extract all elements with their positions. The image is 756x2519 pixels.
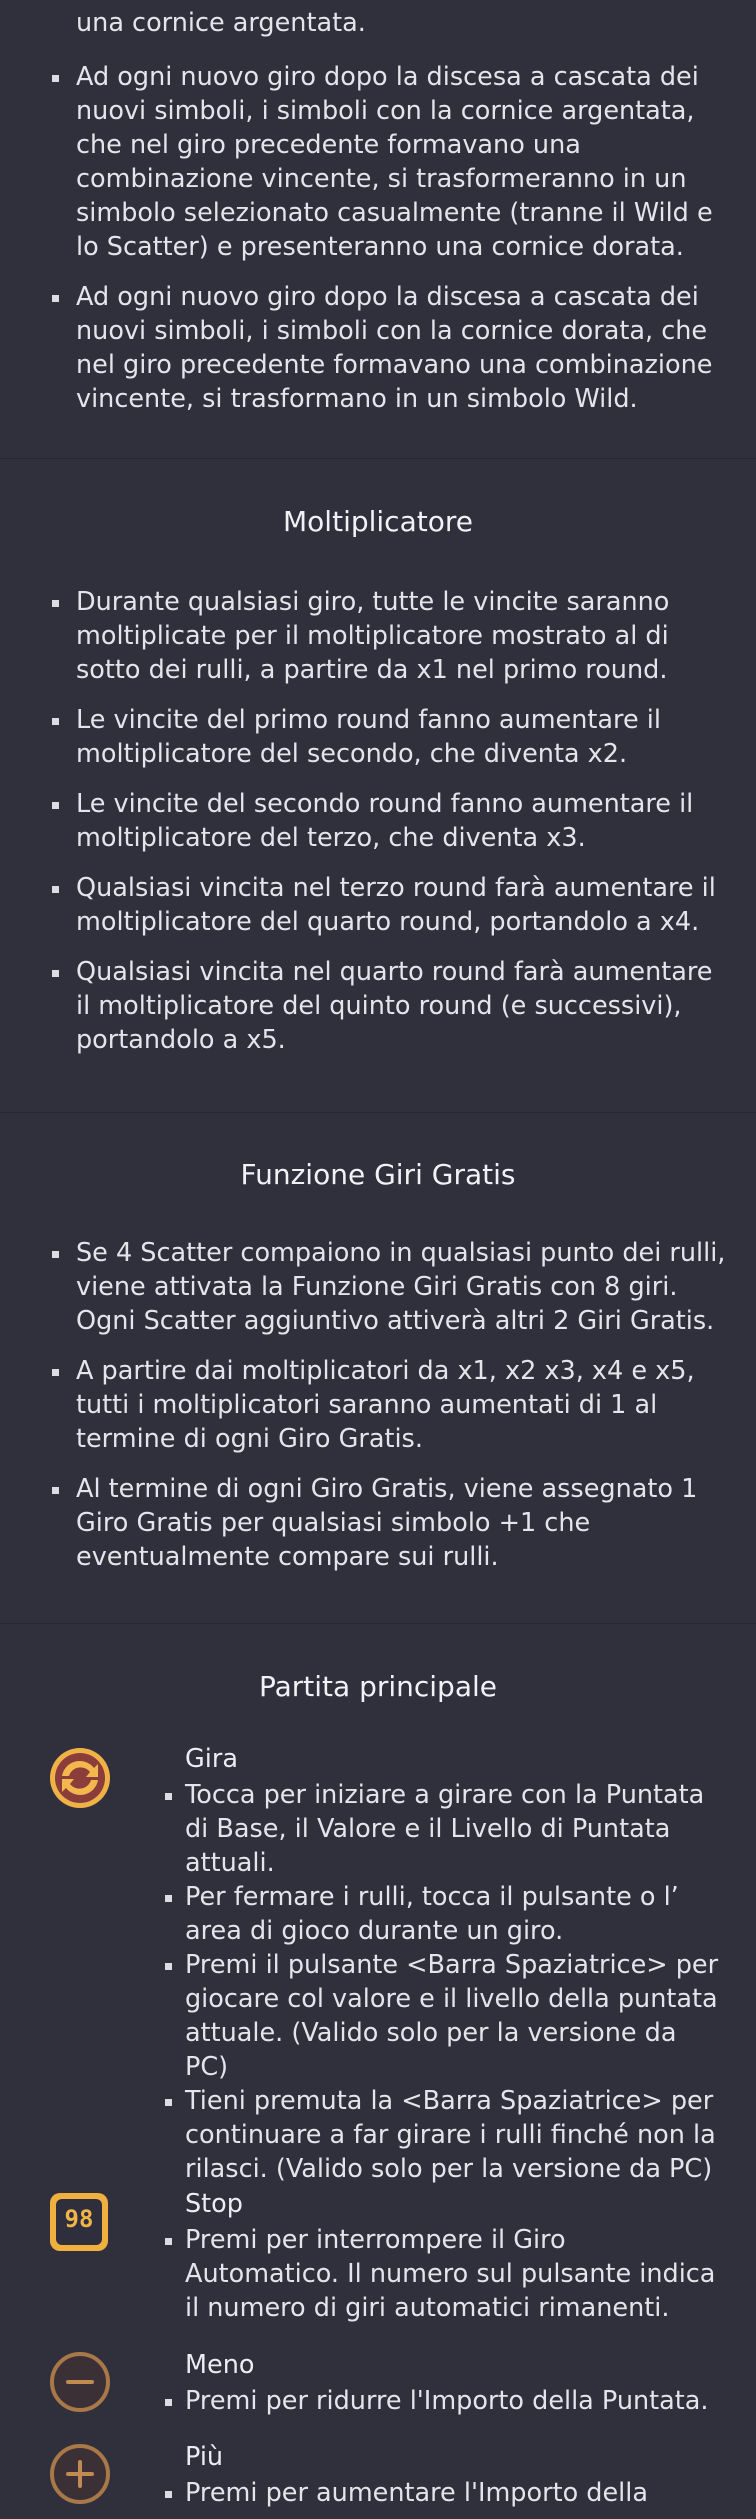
list-item: Premi per ridurre l'Importo della Puntata. bbox=[185, 2384, 725, 2418]
control-desc-list bbox=[185, 2384, 725, 2418]
control-title: Più bbox=[185, 2442, 224, 2472]
list-item: Premi per interrompere il Giro Automatico. Il numero sul pulsante indica il numero di giri automatici rimanenti. bbox=[185, 2223, 725, 2325]
list-item: A partire dai moltiplicatori da x1, x2 x3, x4 e x5, tutti i moltiplicatori saranno aumentati di 1 al termine di ogni Giro Gratis. bbox=[46, 1354, 726, 1456]
minus-icon bbox=[48, 2350, 112, 2414]
list-item: Qualsiasi vincita nel quarto round farà aumentare il moltiplicatore del quinto round (e successivi), portandolo a x5. bbox=[46, 955, 726, 1057]
free-spins-list bbox=[46, 1236, 726, 1574]
section-divider bbox=[0, 1623, 756, 1624]
multiplier-list bbox=[46, 585, 726, 1057]
plus-icon bbox=[48, 2442, 112, 2506]
section-title-multiplier: Moltiplicatore bbox=[283, 505, 473, 538]
section-divider bbox=[0, 1112, 756, 1113]
control-desc-list bbox=[185, 1778, 725, 2186]
stop-autoplay-icon bbox=[48, 2191, 110, 2253]
list-item: Le vincite del primo round fanno aumentare il moltiplicatore del secondo, che diventa x2. bbox=[46, 703, 726, 771]
autoplay-count: 98 bbox=[64, 2205, 94, 2233]
intro-list bbox=[46, 60, 726, 416]
section-divider bbox=[0, 458, 756, 459]
list-item: Ad ogni nuovo giro dopo la discesa a cascata dei nuovi simboli, i simboli con la cornice argentata, che nel giro precedente formavano una combinazione vincente, si trasformeranno in un simbolo selezionato casualmente (tranne il Wild e lo Scatter) e presenteranno una cornice dorata. bbox=[46, 60, 726, 264]
section-title-main-game: Partita principale bbox=[258, 1670, 497, 1703]
list-item: Se 4 Scatter compaiono in qualsiasi punto dei rulli, viene attivata la Funzione Giri Gratis con 8 giri. Ogni Scatter aggiuntivo attiverà altri 2 Giri Gratis. bbox=[46, 1236, 726, 1338]
section-title-free-spins: Funzione Giri Gratis bbox=[240, 1158, 516, 1191]
list-item: Per fermare i rulli, tocca il pulsante o l’ area di gioco durante un giro. bbox=[185, 1880, 725, 1948]
control-title: Gira bbox=[185, 1744, 238, 1774]
control-title: Stop bbox=[185, 2189, 243, 2219]
list-item: Durante qualsiasi giro, tutte le vincite saranno moltiplicate per il moltiplicatore mostrato al di sotto dei rulli, a partire da x1 nel primo round. bbox=[46, 585, 726, 687]
list-item: Tocca per iniziare a girare con la Puntata di Base, il Valore e il Livello di Puntata attuali. bbox=[185, 1778, 725, 1880]
list-item: Ad ogni nuovo giro dopo la discesa a cascata dei nuovi simboli, i simboli con la cornice dorata, che nel giro precedente formavano una combinazione vincente, si trasformano in un simbolo Wild. bbox=[46, 280, 726, 416]
intro-top-fragment: una cornice argentata. bbox=[76, 8, 366, 38]
list-item: Le vincite del secondo round fanno aumentare il moltiplicatore del terzo, che diventa x3. bbox=[46, 787, 726, 855]
list-item: Tieni premuta la <Barra Spaziatrice> per continuare a far girare i rulli finché non la rilasci. (Valido solo per la versione da PC) bbox=[185, 2084, 725, 2186]
list-item: Qualsiasi vincita nel terzo round farà aumentare il moltiplicatore del quarto round, portandolo a x4. bbox=[46, 871, 726, 939]
list-item: Al termine di ogni Giro Gratis, viene assegnato 1 Giro Gratis per qualsiasi simbolo +1 che eventualmente compare sui rulli. bbox=[46, 1472, 726, 1574]
control-title: Meno bbox=[185, 2350, 255, 2380]
list-item: Premi per aumentare l'Importo della bbox=[185, 2476, 725, 2510]
spin-icon bbox=[48, 1746, 112, 1810]
control-desc-list bbox=[185, 2223, 725, 2325]
list-item: Premi il pulsante <Barra Spaziatrice> per giocare col valore e il livello della puntata attuale. (Valido solo per la versione da PC) bbox=[185, 1948, 725, 2084]
control-desc-list bbox=[185, 2476, 725, 2510]
